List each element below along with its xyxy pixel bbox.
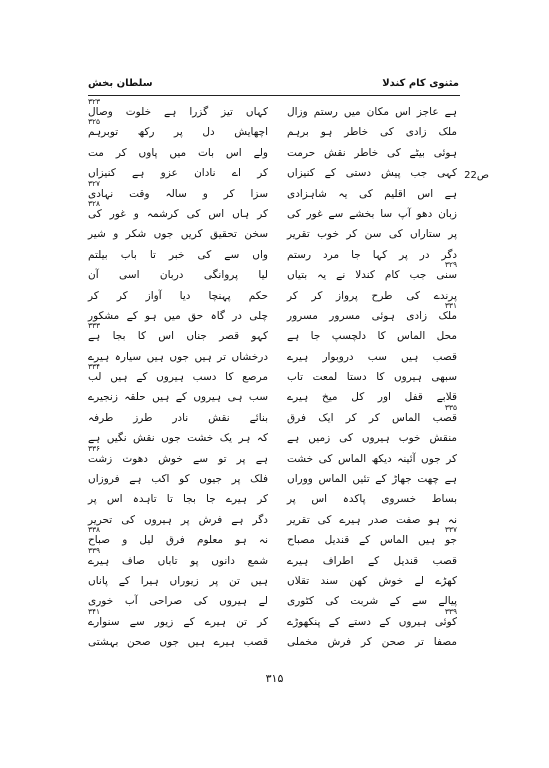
right-verse-line bbox=[287, 489, 457, 509]
verse-number: ۳۲۵ bbox=[88, 117, 101, 127]
left-verse-line bbox=[88, 163, 268, 183]
verse-number: ۳۳۵ bbox=[444, 402, 457, 412]
left-verse-line bbox=[88, 198, 268, 224]
left-verse-line bbox=[88, 387, 268, 407]
verse-text: ہوئی بیٹے کی خاطر نقش حرمت bbox=[287, 146, 457, 159]
verse-text: بنائے نقش نادر طرز طرفہ bbox=[88, 411, 268, 424]
verse-text: مصفا تر صحن کر فرش مخملی bbox=[287, 636, 457, 649]
right-verse-line bbox=[287, 606, 457, 632]
verse-text: واں سے کی خبر تا باب بیلتم bbox=[88, 248, 268, 261]
left-verse-line bbox=[88, 632, 268, 652]
right-verse-line bbox=[287, 428, 457, 448]
left-verse-line bbox=[88, 489, 268, 509]
right-verse-line bbox=[287, 326, 457, 346]
verse-text: نہ ہو معلوم فرق لیل و صباح bbox=[88, 534, 268, 547]
verse-text: ولے اس بات میں پاوں کر مت bbox=[88, 146, 268, 159]
verse-text: فلک پر جیوں کو اکب ہے فروزاں bbox=[88, 473, 268, 486]
right-verse-line bbox=[287, 143, 457, 163]
left-verse-line bbox=[88, 178, 268, 204]
left-verse-line bbox=[88, 265, 268, 285]
right-verse-line bbox=[287, 286, 457, 306]
right-verse-line bbox=[287, 510, 457, 530]
right-verse-line bbox=[287, 102, 457, 122]
verse-text: کہاں تیز گزرا ہے خلوت وصال bbox=[88, 106, 268, 118]
verse-number: ۳۲۸ bbox=[88, 198, 101, 208]
verse-number: ۳۳۹ bbox=[88, 545, 101, 555]
right-verse-line bbox=[287, 347, 457, 367]
verse-text: قصب الماس کر کر ایک فرق bbox=[287, 411, 457, 424]
verse-text: سنی جب کام کندلا نے یہ بتیاں bbox=[287, 269, 457, 282]
right-verse-line bbox=[287, 245, 457, 265]
left-verse-line bbox=[88, 428, 268, 448]
verse-text: دگر در پر کہا جا مرد رستم bbox=[287, 248, 457, 261]
verse-text: کہ ہر یک خشت جوں نقش نگیں ہے bbox=[88, 432, 268, 445]
left-verse-line bbox=[88, 469, 268, 489]
verse-text: حکم پہنچا دیا آواز کر کر bbox=[88, 289, 268, 302]
right-verse-line bbox=[287, 260, 457, 285]
left-verse-line bbox=[88, 306, 268, 326]
right-verse-line bbox=[287, 122, 457, 142]
verse-text: سبھی ہیروں کا دستا لمعت تاب bbox=[287, 371, 457, 384]
verse-text: درخشاں تر ہیں جوں ہیں سیارہ ہیرے bbox=[88, 350, 268, 363]
right-verse-line bbox=[287, 224, 457, 244]
right-verse-line bbox=[287, 632, 457, 652]
verse-text: زبان دھو آپ سا بخشے سے غور کی bbox=[287, 207, 457, 220]
verse-text: جو ہیں الماس کے قندیل مصباح bbox=[287, 534, 457, 547]
verse-text: کہو قصر جناں اس کا بجا ہے bbox=[88, 330, 268, 343]
author-title: سلطان بخش bbox=[88, 78, 153, 89]
verse-text: ہے پر تو سے خوش دھوت زشت bbox=[88, 452, 268, 465]
verse-text: ملک زادی کی خاطر ہو برہم bbox=[287, 126, 457, 139]
page-number: ۳۱۵ bbox=[265, 672, 284, 685]
left-verse-line bbox=[88, 408, 268, 428]
left-verse-line bbox=[88, 143, 268, 163]
verse-text: ہیں تن پر زیوراں ہیرا کے پاناں bbox=[88, 574, 268, 587]
verse-text: کھڑے لے خوش کھن سند تقلاں bbox=[287, 574, 457, 587]
verse-text: دگر ہے فرش پر ہیروں کی تحریر bbox=[88, 513, 268, 526]
verse-text: کر اے نادان عزو ہے کنیزاں bbox=[88, 167, 268, 180]
right-verse-line bbox=[287, 469, 457, 489]
left-verse-line bbox=[88, 510, 268, 530]
running-title: مثنوی کام کندلا bbox=[382, 78, 459, 89]
verse-number: ۳۲۷ bbox=[88, 178, 101, 188]
verse-text: چلی در گاہ حق میں ہو کے مشکور bbox=[88, 309, 268, 322]
left-verse-line bbox=[88, 321, 268, 346]
left-verse-line bbox=[88, 443, 268, 469]
verse-text: لے ہیروں کی صراحی آب خوری bbox=[88, 595, 268, 608]
right-verse-line bbox=[287, 402, 457, 428]
right-verse-line bbox=[287, 184, 457, 204]
verse-text: کر تن ہیرے کے زیور سے سنوارے bbox=[88, 615, 268, 628]
verse-text: قصب ہیں سب دروبوار ہیرے bbox=[287, 350, 457, 363]
verse-text: پرندے کی طرح پرواز کر کر bbox=[287, 289, 457, 302]
verse-number: ۳۳۱ bbox=[444, 300, 457, 310]
verse-text: ہے اس اقلیم کی یہ شاہزادی bbox=[287, 187, 457, 200]
verse-text: منقش خوب ہیروں کی زمیں ہے bbox=[287, 432, 457, 445]
verse-text: کر ہاں اس کی کرشمہ و غور کی bbox=[88, 207, 268, 220]
verse-text: کر جوں آئینہ دیکھ الماس کی خشت bbox=[287, 452, 457, 465]
verse-text: قصب قندیل کے اطراف ہیرے bbox=[287, 554, 457, 567]
verse-number: ۳۳۳ bbox=[88, 321, 101, 331]
left-verse-line bbox=[88, 286, 268, 306]
right-verse-line bbox=[287, 525, 457, 550]
verse-text: قصب ہیرے ہیں جوں صحن بہشتی bbox=[88, 636, 268, 649]
verse-text: سب ہی ہیروں کے ہیں حلقہ زنجیرے bbox=[88, 391, 268, 404]
verse-number: ۳۳۸ bbox=[88, 525, 101, 535]
right-verse-line bbox=[287, 204, 457, 224]
right-verse-line bbox=[287, 551, 457, 571]
verse-text: اچھایش دل پر رکھ توبرہم bbox=[88, 126, 268, 139]
verse-text: کوئی ہیروں کے دستے کے پنکھوڑے bbox=[287, 615, 457, 628]
verse-number: ۳۳۹ bbox=[444, 606, 457, 616]
verse-number: ۳۳۶ bbox=[88, 443, 101, 453]
left-verse-line bbox=[88, 347, 268, 367]
right-verse-line bbox=[287, 163, 457, 183]
verse-text: ملک زادی ہوئی مسرور مسرور bbox=[287, 309, 457, 322]
left-verse-line bbox=[88, 591, 268, 611]
right-verse-line bbox=[287, 387, 457, 407]
right-verse-column bbox=[287, 102, 457, 653]
margin-note: ص22 bbox=[464, 170, 489, 181]
verse-text: پر ستاراں کی سن کر خوب تقریر bbox=[287, 228, 457, 241]
verse-text: سزا کر و سالہ وقت نہادی bbox=[88, 187, 268, 200]
left-verse-line bbox=[88, 571, 268, 591]
left-verse-line bbox=[88, 545, 268, 571]
right-verse-line bbox=[287, 571, 457, 591]
right-verse-line bbox=[287, 449, 457, 469]
verse-number: ۳۲۳ bbox=[88, 97, 101, 106]
left-verse-line bbox=[88, 525, 268, 550]
verse-text: ہے چھت جھاڑ کے تئیں الماس ووراں bbox=[287, 473, 457, 486]
verse-number: ۳۲۹ bbox=[444, 260, 457, 270]
verse-text: سخن تحقیق کریں جوں شکر و شیر bbox=[88, 228, 268, 241]
verse-text: محل الماس کا دلچسپ جا ہے bbox=[287, 330, 457, 343]
verse-text: ہے عاجز اس مکان میں رستم وزال bbox=[287, 106, 457, 118]
verse-text: لیا پروانگی دربان اسی آن bbox=[88, 269, 268, 282]
verse-text: قلابے قفل اور کل میخ ہیرے bbox=[287, 391, 457, 404]
verse-text: کر ہیرے جا بجا تا تاہدہ اس پر bbox=[88, 493, 268, 506]
right-verse-line bbox=[287, 300, 457, 326]
verse-number: ۳۳۷ bbox=[444, 525, 457, 535]
verse-number: ۳۴۱ bbox=[88, 606, 101, 616]
right-verse-line bbox=[287, 591, 457, 611]
header-rule bbox=[88, 95, 460, 96]
verse-number: ۳۳۴ bbox=[88, 362, 101, 372]
verse-text: کہی جب پیش دستی کے کنیزاں bbox=[287, 167, 457, 180]
verse-text: نہ ہو صفت صدر ہیرے کی تقریر bbox=[287, 513, 457, 526]
verse-text: شمع دانوں پو تاباں صاف ہیرے bbox=[88, 554, 268, 567]
left-verse-line bbox=[88, 606, 268, 632]
left-verse-line bbox=[88, 362, 268, 387]
left-verse-line bbox=[88, 224, 268, 244]
right-verse-line bbox=[287, 367, 457, 387]
left-verse-line bbox=[88, 245, 268, 265]
left-verse-line bbox=[88, 97, 268, 122]
verse-text: بساط خسروی پاکدہ اس پر bbox=[287, 493, 457, 506]
left-verse-column bbox=[88, 97, 268, 653]
left-verse-line bbox=[88, 117, 268, 142]
verse-text: پیالے سے کے شربت کی کٹوری bbox=[287, 595, 457, 608]
verse-text: مرصع کا دسب ہیروں کے ہیں لب bbox=[88, 371, 268, 384]
